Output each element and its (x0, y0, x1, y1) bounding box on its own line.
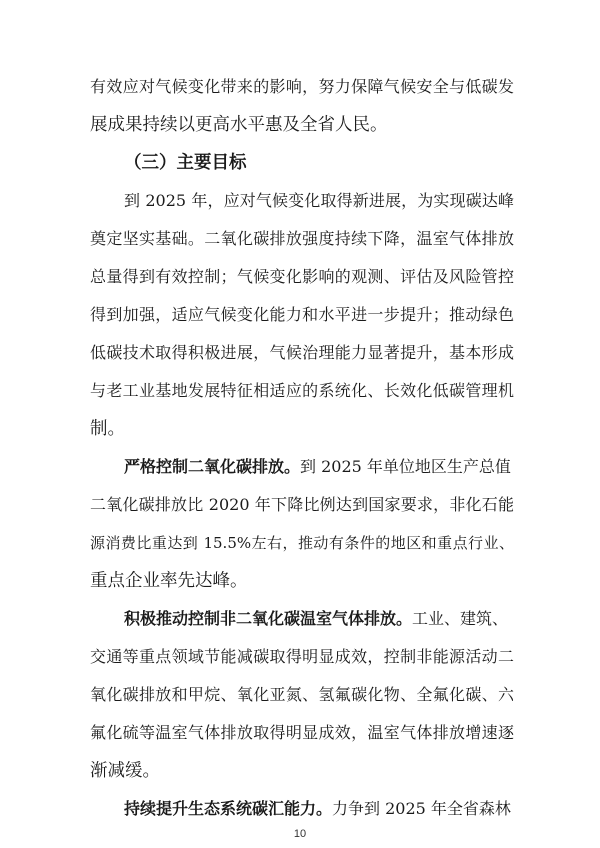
text-line: 氟化硫等温室气体排放取得明显成效，温室气体排放增速逐 (90, 723, 514, 742)
bold-lead: 积极推动控制非二氧化碳温室气体排放。 (124, 609, 413, 628)
bold-lead: 严格控制二氧化碳排放。 (124, 457, 301, 476)
text-line: 重点企业率先达峰。 (90, 571, 248, 591)
paragraph-lead-line (124, 608, 514, 630)
text-line: 渐减缓。 (90, 761, 160, 781)
bold-lead: 持续提升生态系统碳汇能力。 (124, 799, 333, 818)
text-line: 与老工业基地发展特征相适应的系统化、长效化低碳管理机 (90, 381, 514, 400)
paragraph-lead-line (124, 798, 514, 820)
text-line: 低碳技术取得积极进展，气候治理能力显著提升，基本形成 (90, 343, 514, 362)
section-heading: （三）主要目标 (124, 153, 247, 173)
paragraph-lead-line (124, 456, 514, 478)
text-line: 氧化碳排放和甲烷、氧化亚氮、氢氟碳化物、全氟化碳、六 (90, 685, 514, 704)
text-run: 到 2025 年单位地区生产总值 (300, 457, 511, 476)
page-number: 10 (293, 828, 307, 840)
text-run: 力争到 2025 年全省森林 (332, 799, 511, 818)
text-line: 到 2025 年，应对气候变化取得新进展，为实现碳达峰 (124, 191, 514, 210)
text-line: 奠定坚实基础。二氧化碳排放强度持续下降，温室气体排放 (90, 229, 514, 248)
text-run: 工业、建筑、 (412, 609, 509, 628)
text-line: 交通等重点领域节能减碳取得明显成效，控制非能源活动二 (90, 647, 514, 666)
text-line: 总量得到有效控制；气候变化影响的观测、评估及风险管控 (90, 267, 514, 286)
text-line: 二氧化碳排放比 2020 年下降比例达到国家要求，非化石能 (90, 495, 514, 514)
text-line: 展成果持续以更高水平惠及全省人民。 (90, 115, 388, 135)
text-line: 制。 (90, 419, 125, 439)
text-line: 有效应对气候变化带来的影响，努力保障气候安全与低碳发 (90, 77, 514, 96)
text-line: 源消费比重达到 15.5%左右，推动有条件的地区和重点行业、 (90, 534, 514, 552)
text-line: 得到加强，适应气候变化能力和水平进一步提升；推动绿色 (90, 305, 514, 324)
